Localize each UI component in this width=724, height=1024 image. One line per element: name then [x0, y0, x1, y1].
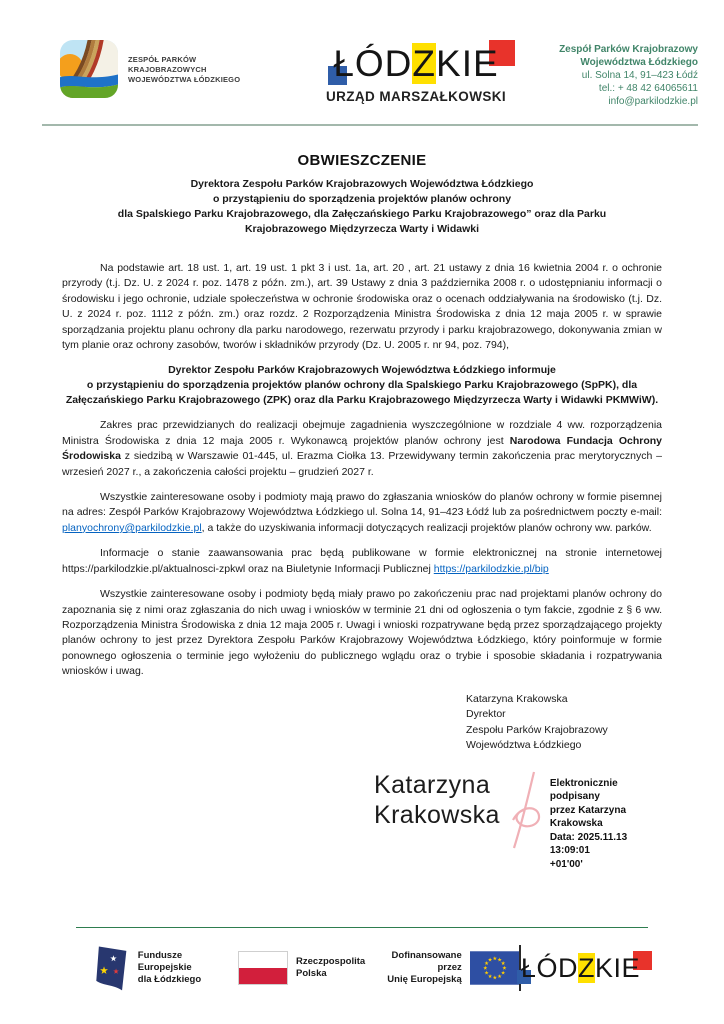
paragraph-progress-info	[62, 546, 662, 577]
lodzkie-word	[521, 953, 640, 983]
poland-label-line: Rzeczpospolita	[296, 956, 366, 967]
announcement-line: Załęczańskiego Parku Krajobrazowego (ZPK) oraz dla Parku Krajobrazowego Międzyrzecza Warty i Widawki PKMWiW).	[65, 394, 659, 407]
poland-label-line: Polska	[296, 968, 327, 979]
eu-cofunding-label	[365, 950, 462, 986]
esign-detail-line: Data: 2025.11.13 13:09:01	[549, 831, 628, 857]
zpk-caption-line: ZESPÓŁ PARKÓW	[128, 55, 197, 64]
eu-cofunding-label-line: Unię Europejską	[387, 974, 462, 985]
esign-name	[374, 770, 500, 872]
eu-funds-label	[138, 950, 238, 986]
contact-address: ul. Solna 14, 91–423 Łódź	[581, 70, 698, 81]
lodzkie-marshal-logo	[318, 40, 514, 104]
funding-footer	[0, 927, 724, 1024]
esign-details	[550, 770, 662, 872]
eu-funds-flag-icon	[92, 942, 130, 994]
signer-org-line1: Zespołu Parków Krajobrazowy	[466, 723, 608, 736]
letterhead	[0, 0, 724, 108]
signer-org-line2: Województwa Łódzkiego	[466, 739, 582, 752]
zpk-caption-line: KRAJOBRAZOWYCH	[128, 65, 207, 74]
poland-logo	[238, 951, 365, 985]
header-divider	[42, 124, 698, 126]
zpk-logo-caption	[128, 40, 240, 85]
footer-logos-row	[0, 928, 724, 1024]
progress-text: Informacje o stanie zaawansowania prac będą publikowane w formie elektronicznej na stronie internetowej https://parkilodzkie.pl/aktualnosci-zpkwl oraz na Biuletynie Informacji Publicznej	[62, 547, 662, 575]
lodzkie-word-z: Z	[577, 952, 595, 983]
announcement-line: Dyrektor Zespołu Parków Krajobrazowych Województwa Łódzkiego informuje	[168, 364, 556, 377]
document-subtitle	[62, 177, 662, 237]
eu-funds-label-line: Fundusze Europejskie	[137, 950, 192, 973]
contact-phone: tel.: + 48 42 64065611	[598, 83, 698, 94]
esign-detail-line: +01'00'	[549, 858, 583, 870]
eu-funds-label-line: dla Łódzkiego	[137, 974, 202, 985]
zpk-landscape-logo-icon	[60, 40, 118, 98]
contact-email: info@parkilodzkie.pl	[608, 96, 698, 107]
lodzkie-wordmark	[333, 44, 498, 84]
eu-funds-logo	[92, 942, 238, 994]
eu-flag-icon	[470, 951, 520, 985]
subtitle-line: Dyrektora Zespołu Parków Krajobrazowych Województwa Łódzkiego	[190, 178, 534, 190]
poland-flag-icon	[238, 951, 288, 985]
subtitle-line: o przystąpieniu do sporządzenia projektów planów ochrony	[212, 193, 512, 205]
contact-block	[514, 40, 698, 108]
signer-title: Dyrektor	[466, 708, 506, 721]
esign-detail-line: Elektronicznie podpisany	[549, 777, 618, 803]
lodzkie-word-post: KIE	[594, 952, 640, 983]
subtitle-line: dla Spalskiego Parku Krajobrazowego, dla Załęczańskiego Parku Krajobrazowego” oraz dla Parku	[117, 208, 607, 220]
scope-text: Zakres prac przewidzianych do realizacji obejmuje zagadnienia wyszczególnione w rozdziale 4 ww. rozporządzenia Ministra Środowiska z dnia 12 maja 2005 r. Wykonawcą projektów planów ochrony jest	[62, 419, 662, 447]
lodzkie-footer-logo	[521, 954, 640, 983]
zpk-caption-line: WOJEWÓDZTWA ŁÓDZKIEGO	[128, 75, 241, 84]
contact-org-line1: Zespół Parków Krajobrazowy	[559, 44, 698, 55]
subtitle-line: Krajobrazowego Międzyrzecza Warty i Widawki	[244, 223, 480, 235]
announcement-line: o przystąpieniu do sporządzenia projektów planów ochrony dla Spalskiego Parku Krajobrazowego (SpPK), dla	[86, 379, 638, 392]
signer-name: Katarzyna Krakowska	[466, 692, 568, 705]
email-link[interactable]: planyochrony@parkilodzkie.pl	[62, 521, 202, 534]
lodzkie-word-pre: ŁÓD	[333, 43, 413, 84]
lodzkie-word-post: KIE	[436, 43, 499, 84]
eu-cofunding-logo	[365, 950, 519, 986]
signature-ribbon-icon	[510, 770, 544, 850]
eu-cofunding-label-line: Dofinansowane przez	[391, 950, 462, 973]
contractor-name: Narodowa Fundacja Ochrony Środowiska	[62, 434, 662, 463]
submissions-text-cont: , a także do uzyskiwania informacji dotyczących realizacji projektów planów ochrony ww. parków.	[201, 521, 652, 534]
paragraph-scope	[62, 418, 662, 480]
lodzkie-word-z: Z	[412, 43, 437, 84]
document-body	[62, 152, 662, 871]
signature-block	[466, 692, 662, 754]
esign-name-line1: Katarzyna	[374, 770, 491, 799]
electronic-signature	[374, 770, 662, 872]
lodzkie-word	[333, 43, 498, 84]
esign-detail-line: przez Katarzyna Krakowska	[549, 804, 627, 830]
bip-link[interactable]: https://parkilodzkie.pl/bip	[433, 562, 549, 575]
lodzkie-word-pre: ŁÓD	[520, 952, 578, 983]
poland-label	[296, 956, 365, 980]
paragraph-consultation: Wszystkie zainteresowane osoby i podmioty będą miały prawo po zakończeniu prac nad projektami planów ochrony do zapoznania się z nimi oraz zgłaszania do nich uwag i wniosków w terminie 21 dni od ogłoszenia o tym fakcie, zgodnie z § 6 ww. Rozporządzenia Ministra Środowiska z dnia 12 maja 2005 r. Uwagi i wnioski rozpatrywane będą przez sporządzającego projekty planów ochrony to jest przez Dyrektora Zespołu Parków Krajobrazowy Województwa Łódzkiego, który poinformuje w formie ponownego ogłoszenia o terminie jego wyłożeniu do publicznego wglądu oraz o trybie i sposobie składania i rozpatrywania wniosków i uwag.	[62, 588, 662, 678]
esign-name-line2: Krakowska	[374, 800, 500, 829]
paragraph-submissions	[62, 490, 662, 536]
submissions-text: Wszystkie zainteresowane osoby i podmioty mają prawo do zgłaszania wniosków do planów ochrony w formie pisemnej na adres: Zespół Parków Krajobrazowy Województwa Łódzkiego ul. Solna 14, 91–423 Łódź lub za pośrednictwem poczty e-mail:	[62, 491, 662, 519]
paragraph-legal-basis: Na podstawie art. 18 ust. 1, art. 19 ust. 1 pkt 3 i ust. 1a, art. 20 , art. 21 ustawy z dnia 16 kwietnia 2004 r. o ochronie przyrody (t.j. Dz. U. z 2024 r. poz. 1478 z późn. zm.), art. 39 Ustawy z dnia 3 października 2008 r. o udostępnianiu informacji o środowisku i jego ochronie, udziale społeczeństwa w ochronie środowiska oraz o ocenach oddziaływania na środowisko (t.j. Dz. U. z 2024 r. poz. 1112 z późn. zm.) oraz rozdz. 2 Rozporządzenia Ministra Środowiska z dnia 12 maja 2005 r. w sprawie sporządzania projektu planu ochrony dla parku narodowego, rezerwatu przyrody i parku krajobrazowego, dokonywania zmian w tym planie oraz ochrony zasobów, tworów i składników przyrody (Dz. U. 2005 r. nr 94, poz. 794),	[62, 262, 662, 352]
contact-org-line2: Województwa Łódzkiego	[580, 57, 698, 68]
document-title: OBWIESZCZENIE	[297, 152, 427, 169]
zpk-logo-block	[60, 40, 318, 98]
paragraph-announcement	[62, 363, 662, 408]
scope-text-cont: z siedzibą w Warszawie 01-445, ul. Erazma Ciołka 13. Przewidywany termin zakończenia prac merytorycznych – wrzesień 2027 r., a zakończenia całości projektu – grudzień 2027 r.	[62, 450, 662, 478]
marshal-office-label: URZĄD MARSZAŁKOWSKI	[325, 89, 507, 104]
